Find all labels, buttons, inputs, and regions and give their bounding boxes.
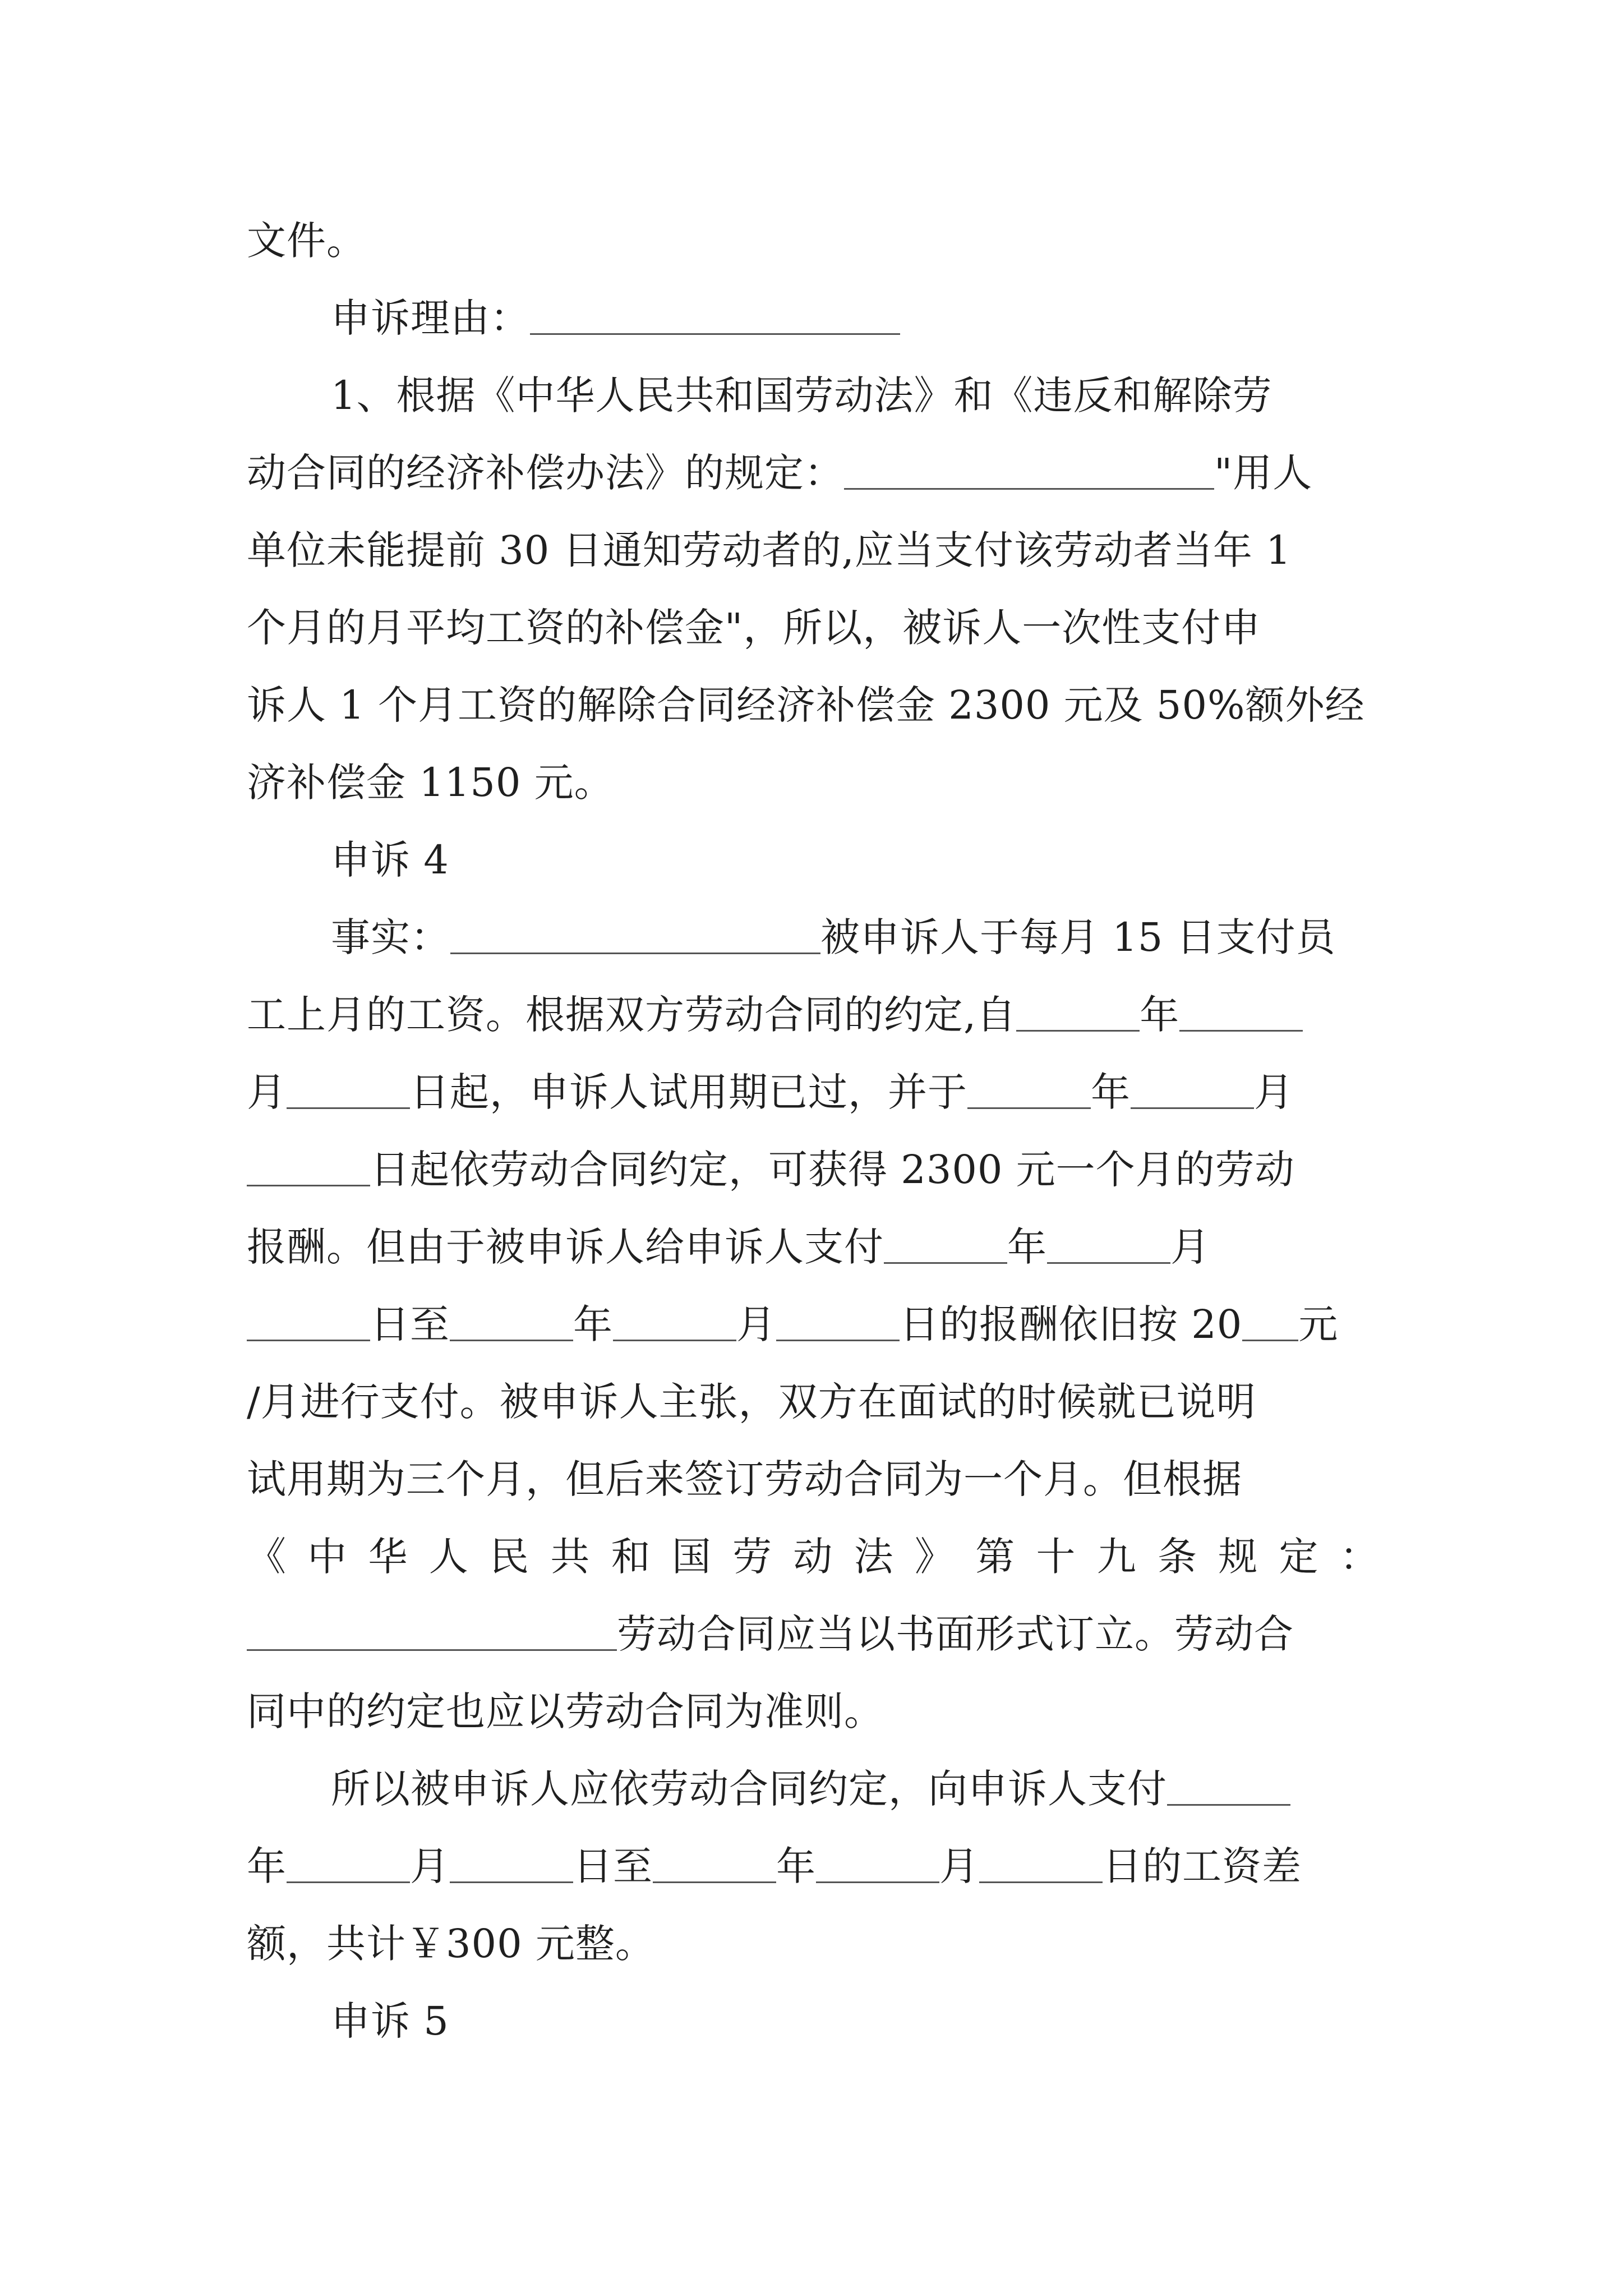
text: 所以被申诉人应依劳动合同约定，向申诉人支付 xyxy=(331,1766,1167,1812)
law-citation-line xyxy=(247,1518,1380,1595)
text-line xyxy=(247,1363,1380,1441)
text-line xyxy=(247,1131,1380,1208)
text-line xyxy=(247,1286,1380,1363)
text-line xyxy=(247,1441,1380,1518)
document-body xyxy=(247,202,1380,2060)
text: 月 xyxy=(410,1843,450,1889)
label: 事实： xyxy=(331,914,450,960)
section-heading xyxy=(247,821,1380,899)
text: 月 xyxy=(736,1301,776,1347)
text: 年 xyxy=(573,1301,613,1347)
fill-in-blank[interactable] xyxy=(653,1837,776,1883)
text: /月进行支付。被申诉人主张，双方在面试的时候就已说明 xyxy=(247,1379,1256,1425)
char: 九 xyxy=(1096,1534,1137,1580)
text: 月 xyxy=(1170,1224,1210,1270)
text: 日至 xyxy=(370,1301,450,1347)
fill-in-blank[interactable] xyxy=(1242,1295,1298,1341)
text-line xyxy=(247,202,1380,279)
fill-in-blank[interactable] xyxy=(247,1604,617,1651)
text: 日起，申诉人试用期已过，并于 xyxy=(410,1069,967,1115)
text: 1、根据《中华人民共和国劳动法》和《违反和解除劳 xyxy=(331,372,1272,418)
text-line xyxy=(247,589,1380,666)
fill-in-blank[interactable] xyxy=(450,1837,573,1883)
text: 被申诉人于每月 15 日支付员 xyxy=(820,914,1336,960)
text-line xyxy=(247,1208,1380,1286)
text: 年 xyxy=(776,1843,816,1889)
text: 日至 xyxy=(573,1843,653,1889)
text-line xyxy=(247,1828,1380,1905)
char: 法 xyxy=(854,1534,894,1580)
char: 劳 xyxy=(732,1534,773,1580)
text: 日的报酬依旧按 20 xyxy=(900,1301,1243,1347)
section-heading xyxy=(247,1982,1380,2060)
char: 》 xyxy=(914,1534,955,1580)
char: 中 xyxy=(307,1534,348,1580)
char: 定 xyxy=(1279,1534,1319,1580)
text: "用人 xyxy=(1214,450,1313,496)
text: 诉人 1 个月工资的解除合同经济补偿金 2300 元及 50%额外经 xyxy=(247,682,1365,728)
fill-in-blank[interactable] xyxy=(247,1140,370,1186)
fill-in-blank[interactable] xyxy=(613,1295,736,1341)
fill-in-blank[interactable] xyxy=(450,1295,573,1341)
fill-in-blank[interactable] xyxy=(247,1295,370,1341)
fill-in-blank[interactable] xyxy=(844,443,1214,490)
text-line xyxy=(247,512,1380,589)
char: 民 xyxy=(490,1534,530,1580)
char: 第 xyxy=(975,1534,1016,1580)
fill-in-blank[interactable] xyxy=(1131,1062,1254,1109)
fill-in-blank[interactable] xyxy=(776,1295,900,1341)
text: 月 xyxy=(1254,1069,1294,1115)
char: 华 xyxy=(368,1534,408,1580)
text: 年 xyxy=(1140,992,1180,1038)
heading-text: 申诉 5 xyxy=(331,1998,449,2044)
char: 国 xyxy=(671,1534,712,1580)
text: 年 xyxy=(1091,1069,1131,1115)
fill-in-blank[interactable] xyxy=(287,1062,410,1109)
text-line xyxy=(247,434,1380,512)
text: 日起依劳动合同约定，可获得 2300 元一个月的劳动 xyxy=(370,1147,1295,1193)
fill-in-blank[interactable] xyxy=(816,1837,939,1883)
text: 同中的约定也应以劳动合同为准则。 xyxy=(247,1688,884,1734)
char: 《 xyxy=(247,1534,287,1580)
fill-in-blank[interactable] xyxy=(967,1062,1091,1109)
text-line xyxy=(247,1595,1380,1673)
facts-line xyxy=(247,899,1380,976)
text: 元 xyxy=(1298,1301,1339,1347)
fill-in-blank[interactable] xyxy=(1047,1217,1170,1264)
text-line xyxy=(247,666,1380,744)
char: 和 xyxy=(611,1534,651,1580)
char: 条 xyxy=(1157,1534,1197,1580)
fill-in-blank[interactable] xyxy=(1179,985,1303,1032)
text: 动合同的经济补偿办法》的规定： xyxy=(247,450,844,496)
text-line xyxy=(247,1750,1380,1828)
text: 文件。 xyxy=(247,218,366,264)
char: 十 xyxy=(1036,1534,1076,1580)
text: 年 xyxy=(1007,1224,1047,1270)
fill-in-blank[interactable] xyxy=(530,288,900,335)
label: 申诉理由： xyxy=(331,295,530,341)
text-line xyxy=(247,976,1380,1053)
text: 个月的月平均工资的补偿金"，所以，被诉人一次性支付申 xyxy=(247,605,1261,651)
fill-in-blank[interactable] xyxy=(287,1837,410,1883)
heading-text: 申诉 4 xyxy=(331,837,449,883)
appeal-reason-line xyxy=(247,279,1380,357)
text: 额，共计￥300 元整。 xyxy=(247,1921,655,1967)
char: ： xyxy=(1339,1534,1380,1580)
char: 规 xyxy=(1218,1534,1258,1580)
fill-in-blank[interactable] xyxy=(884,1217,1007,1264)
text: 日的工资差 xyxy=(1103,1843,1302,1889)
text: 月 xyxy=(247,1069,287,1115)
text-line xyxy=(247,744,1380,821)
fill-in-blank[interactable] xyxy=(1016,985,1140,1032)
text-line xyxy=(247,1673,1380,1750)
char: 共 xyxy=(550,1534,591,1580)
text: 工上月的工资。根据双方劳动合同的约定,自 xyxy=(247,992,1017,1038)
fill-in-blank[interactable] xyxy=(450,908,820,954)
char: 动 xyxy=(793,1534,833,1580)
text: 济补偿金 1150 元。 xyxy=(247,760,614,806)
fill-in-blank[interactable] xyxy=(1167,1759,1290,1806)
text: 单位未能提前 30 日通知劳动者的,应当支付该劳动者当年 1 xyxy=(247,527,1292,573)
fill-in-blank[interactable] xyxy=(979,1837,1103,1883)
text-line xyxy=(247,1905,1380,1982)
text: 试用期为三个月，但后来签订劳动合同为一个月。但根据 xyxy=(247,1456,1242,1502)
text: 报酬。但由于被申诉人给申诉人支付 xyxy=(247,1224,884,1270)
text-line xyxy=(247,1053,1380,1131)
text: 月 xyxy=(939,1843,979,1889)
text: 年 xyxy=(247,1843,287,1889)
text: 劳动合同应当以书面形式订立。劳动合 xyxy=(617,1611,1294,1657)
char: 人 xyxy=(428,1534,469,1580)
text-line xyxy=(247,357,1380,434)
